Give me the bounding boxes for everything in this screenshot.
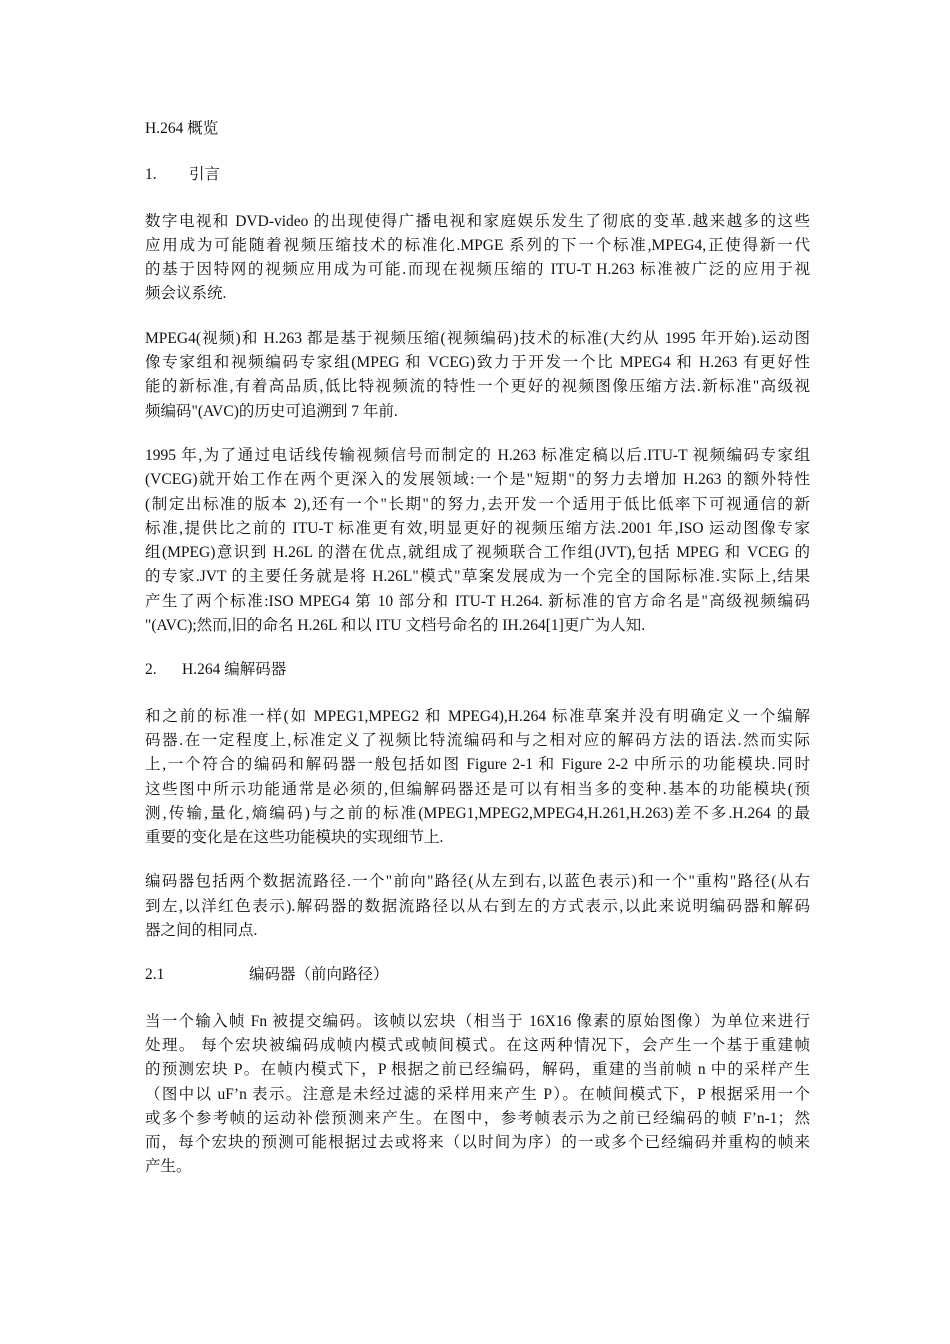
text-line: 数字电视和 DVD-video 的出现使得广播电视和家庭娱乐发生了彻底的变革.越来越多的这些: [145, 212, 810, 230]
text-line: 的基于因特网的视频应用成为可能.而现在视频压缩的 ITU-T H.263 标准被广泛的应用于视: [145, 261, 810, 279]
text-line: 频会议系统.: [145, 285, 227, 303]
text-line: 编码器包括两个数据流路径.一个"前向"路径(从左到右,以蓝色表示)和一个"重构"路径(从右: [145, 873, 810, 891]
section-1-heading: [145, 163, 810, 187]
text-line: 的预测宏块 P。在帧内模式下，P 根据之前已经编码，解码，重建的当前帧 n 中的采样产生: [145, 1061, 810, 1079]
paragraph-1: [145, 210, 810, 307]
section-number: 1.: [145, 166, 157, 184]
text-line: 处理。 每个宏块被编码成帧内模式或帧间模式。在这两种情况下，会产生一个基于重建帧: [145, 1036, 810, 1054]
text-line: 和之前的标准一样(如 MPEG1,MPEG2 和 MPEG4),H.264 标准草案并没有明确定义一个编解: [145, 707, 810, 725]
doc-title: H.264 概览: [145, 120, 219, 137]
text-line: 到左,以洋红色表示).解码器的数据流路径以从右到左的方式表示,以此来说明编码器和解码: [145, 897, 810, 915]
section-number: 2.1: [145, 966, 165, 984]
text-line: 上,一个符合的编码和解码器一般包括如图 Figure 2-1 和 Figure 2-2 中所示的功能模块.同时: [145, 756, 810, 774]
text-line: (制定出标准的版本 2),还有一个"长期"的努力,去开发一个适用于低比低率下可视通信的新: [145, 495, 810, 513]
text-line: 而，每个宏块的预测可能根据过去或将来（以时间为序）的一或多个已经编码并重构的帧来: [145, 1134, 810, 1152]
text-line: 或多个参考帧的运动补偿预测来产生。在图中，参考帧表示为之前已经编码的帧 F’n-1；然: [145, 1109, 810, 1127]
text-line: 当一个输入帧 Fn 被提交编码。该帧以宏块（相当于 16X16 像素的原始图像）为单位来进行: [145, 1012, 810, 1030]
text-line: 组(MPEG)意识到 H.26L 的潜在优点,就组成了视频联合工作组(JVT),包括 MPEG 和 VCEG 的: [145, 544, 810, 562]
section-title: 编码器（前向路径）: [249, 966, 389, 984]
paragraph-3: [145, 444, 810, 638]
text-line: 的专家.JVT 的主要任务就是将 H.26L"模式"草案发展成为一个完全的国际标准.实际上,结果: [145, 568, 810, 586]
text-line: 产生。: [145, 1158, 192, 1176]
text-line: 能的新标准,有着高品质,低比特视频流的特性一个更好的视频图像压缩方法.新标准"高级视: [145, 378, 810, 396]
section-number: 2.: [145, 661, 157, 679]
text-line: 测,传输,量化,熵编码)与之前的标准(MPEG1,MPEG2,MPEG4,H.261,H.263)差不多.H.264 的最: [145, 804, 810, 822]
text-line: 这些图中所示功能通常是必须的,但编解码器还是可以有相当多的变种.基本的功能模块(预: [145, 780, 810, 798]
paragraph-6: [145, 1010, 810, 1180]
text-line: (VCEG)就开始工作在两个更深入的发展领域:一个是"短期"的努力去增加 H.263 的额外特性: [145, 471, 810, 489]
section-title: H.264 编解码器: [182, 661, 287, 679]
document-page: [145, 117, 810, 1200]
text-line: 器之间的相同点.: [145, 922, 258, 940]
text-line: "(AVC);然而,旧的命名 H.26L 和以 ITU 文档号命名的 IH.264[1]更广为人知.: [145, 617, 646, 635]
section-2-1-heading: [145, 963, 810, 987]
paragraph-4: [145, 705, 810, 851]
paragraph-5: [145, 870, 810, 943]
text-line: 频编码"(AVC)的历史可追溯到 7 年前.: [145, 402, 398, 420]
text-line: 码器.在一定程度上,标准定义了视频比特流编码和与之相对应的解码方法的语法.然而实际: [145, 731, 810, 749]
section-title: 引言: [189, 166, 221, 184]
paragraph-2: [145, 327, 810, 424]
text-line: 重要的变化是在这些功能模块的实现细节上.: [145, 829, 444, 847]
text-line: MPEG4(视频)和 H.263 都是基于视频压缩(视频编码)技术的标准(大约从 1995 年开始).运动图: [145, 329, 810, 347]
text-line: 产生了两个标准:ISO MPEG4 第 10 部分和 ITU-T H.264. 新标准的官方命名是"高级视频编码: [145, 592, 810, 610]
section-2-heading: [145, 658, 810, 682]
text-line: （图中以 uF’n 表示。注意是未经过滤的采样用来产生 P）。在帧间模式下，P 根据采用一个: [145, 1085, 810, 1103]
text-line: 像专家组和视频编码专家组(MPEG 和 VCEG)致力于开发一个比 MPEG4 和 H.263 有更好性: [145, 354, 810, 372]
text-line: 标准,提供比之前的 ITU-T 标准更有效,明显更好的视频压缩方法.2001 年,ISO 运动图像专家: [145, 519, 810, 537]
text-line: 应用成为可能随着视频压缩技术的标准化.MPGE 系列的下一个标准,MPEG4,正使得新一代: [145, 236, 810, 254]
text-line: 1995 年,为了通过电话线传输视频信号而制定的 H.263 标准定稿以后.ITU-T 视频编码专家组: [145, 446, 810, 464]
